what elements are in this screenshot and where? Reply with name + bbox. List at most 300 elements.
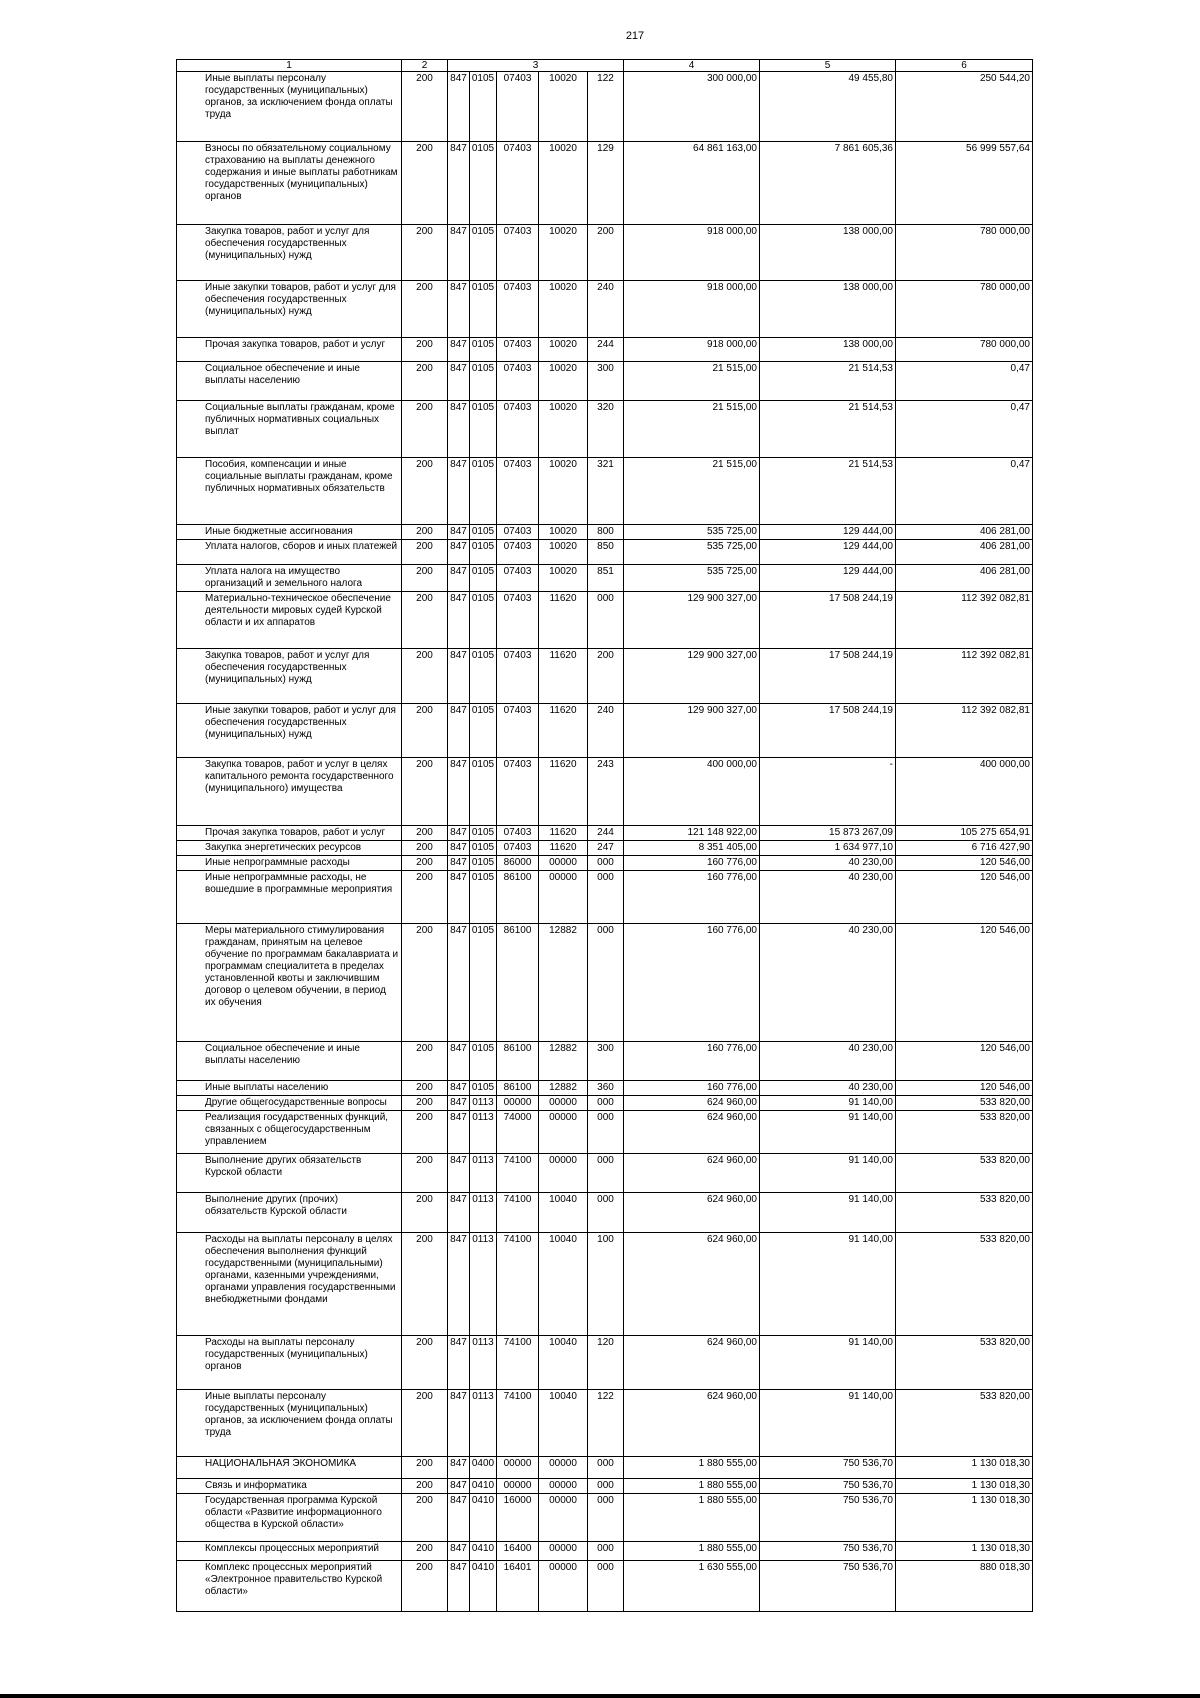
- cell-code-direction: 10020: [539, 525, 588, 540]
- cell-name: Иные выплаты населению: [177, 1081, 402, 1096]
- cell-col-2: 200: [402, 338, 448, 362]
- cell-col-5: 40 230,00: [760, 1081, 896, 1096]
- cell-code-type: 321: [588, 458, 624, 525]
- cell-code-program: 16401: [497, 1561, 539, 1612]
- cell-code-admin: 847: [448, 592, 470, 649]
- cell-code-section: 0105: [470, 1081, 497, 1096]
- table-row: [177, 1111, 1033, 1154]
- cell-col-2: 200: [402, 72, 448, 142]
- cell-code-program: 74000: [497, 1111, 539, 1154]
- cell-col-5: 21 514,53: [760, 401, 896, 458]
- cell-col-6: 400 000,00: [896, 758, 1033, 826]
- cell-code-program: 07403: [497, 225, 539, 281]
- cell-col-4: 160 776,00: [624, 924, 760, 1042]
- header-col-4: 4: [624, 60, 760, 72]
- cell-code-section: 0105: [470, 649, 497, 704]
- cell-code-section: 0400: [470, 1457, 497, 1479]
- cell-code-admin: 847: [448, 1390, 470, 1457]
- cell-col-4: 21 515,00: [624, 458, 760, 525]
- cell-code-program: 00000: [497, 1457, 539, 1479]
- cell-code-direction: 00000: [539, 1154, 588, 1193]
- cell-col-2: 200: [402, 1561, 448, 1612]
- cell-code-program: 86100: [497, 1042, 539, 1081]
- cell-col-5: 138 000,00: [760, 338, 896, 362]
- cell-col-2: 200: [402, 565, 448, 592]
- cell-col-2: 200: [402, 758, 448, 826]
- cell-code-section: 0105: [470, 924, 497, 1042]
- cell-code-section: 0113: [470, 1336, 497, 1390]
- table-row: [177, 1561, 1033, 1612]
- cell-col-6: 1 130 018,30: [896, 1494, 1033, 1542]
- cell-col-5: 129 444,00: [760, 565, 896, 592]
- cell-code-section: 0105: [470, 525, 497, 540]
- cell-code-program: 74100: [497, 1193, 539, 1233]
- cell-code-admin: 847: [448, 525, 470, 540]
- cell-code-type: 240: [588, 704, 624, 758]
- cell-code-direction: 10020: [539, 540, 588, 565]
- cell-col-5: 91 140,00: [760, 1233, 896, 1336]
- header-col-3: 3: [448, 60, 624, 72]
- cell-code-type: 200: [588, 225, 624, 281]
- cell-code-admin: 847: [448, 1542, 470, 1561]
- cell-col-6: 533 820,00: [896, 1390, 1033, 1457]
- page-number: 217: [625, 30, 645, 42]
- cell-col-5: 17 508 244,19: [760, 704, 896, 758]
- cell-code-type: 850: [588, 540, 624, 565]
- cell-code-type: 122: [588, 1390, 624, 1457]
- cell-col-4: 129 900 327,00: [624, 704, 760, 758]
- cell-col-4: 160 776,00: [624, 1081, 760, 1096]
- cell-code-type: 360: [588, 1081, 624, 1096]
- cell-col-4: 535 725,00: [624, 540, 760, 565]
- cell-col-6: 880 018,30: [896, 1561, 1033, 1612]
- cell-code-type: 120: [588, 1336, 624, 1390]
- cell-code-admin: 847: [448, 826, 470, 841]
- cell-col-4: 129 900 327,00: [624, 649, 760, 704]
- table-row: [177, 72, 1033, 142]
- cell-col-5: 1 634 977,10: [760, 841, 896, 856]
- cell-col-6: 105 275 654,91: [896, 826, 1033, 841]
- cell-code-type: 000: [588, 1561, 624, 1612]
- table-row: [177, 1336, 1033, 1390]
- cell-code-admin: 847: [448, 281, 470, 338]
- budget-table-wrapper: [176, 59, 1033, 1612]
- cell-code-program: 74100: [497, 1336, 539, 1390]
- cell-code-program: 07403: [497, 565, 539, 592]
- cell-code-type: 300: [588, 1042, 624, 1081]
- table-row: [177, 142, 1033, 225]
- cell-code-program: 07403: [497, 704, 539, 758]
- cell-col-6: 406 281,00: [896, 525, 1033, 540]
- table-row: [177, 1494, 1033, 1542]
- cell-name: Закупка товаров, работ и услуг в целях капитального ремонта государственного (муниципального) имущества: [177, 758, 402, 826]
- cell-code-section: 0105: [470, 871, 497, 924]
- cell-col-2: 200: [402, 841, 448, 856]
- cell-code-section: 0113: [470, 1096, 497, 1111]
- cell-col-4: 624 960,00: [624, 1111, 760, 1154]
- cell-col-4: 121 148 922,00: [624, 826, 760, 841]
- cell-code-section: 0113: [470, 1154, 497, 1193]
- cell-code-admin: 847: [448, 871, 470, 924]
- cell-col-2: 200: [402, 1042, 448, 1081]
- cell-code-direction: 11620: [539, 826, 588, 841]
- cell-code-section: 0113: [470, 1111, 497, 1154]
- cell-name: НАЦИОНАЛЬНАЯ ЭКОНОМИКА: [177, 1457, 402, 1479]
- cell-code-admin: 847: [448, 1494, 470, 1542]
- cell-col-2: 200: [402, 1457, 448, 1479]
- cell-col-2: 200: [402, 826, 448, 841]
- header-col-6: 6: [896, 60, 1033, 72]
- cell-col-2: 200: [402, 1111, 448, 1154]
- cell-col-2: 200: [402, 401, 448, 458]
- cell-code-admin: 847: [448, 1096, 470, 1111]
- cell-code-section: 0113: [470, 1390, 497, 1457]
- cell-col-4: 624 960,00: [624, 1096, 760, 1111]
- cell-code-program: 07403: [497, 142, 539, 225]
- cell-col-5: 15 873 267,09: [760, 826, 896, 841]
- cell-code-type: 000: [588, 592, 624, 649]
- cell-col-5: 17 508 244,19: [760, 649, 896, 704]
- cell-col-6: 780 000,00: [896, 338, 1033, 362]
- cell-col-2: 200: [402, 142, 448, 225]
- cell-col-5: 49 455,80: [760, 72, 896, 142]
- cell-name: Иные выплаты персоналу государственных (муниципальных) органов, за исключением фонда оплаты труда: [177, 1390, 402, 1457]
- table-row: [177, 856, 1033, 871]
- cell-code-program: 07403: [497, 401, 539, 458]
- cell-code-direction: 00000: [539, 856, 588, 871]
- cell-col-6: 780 000,00: [896, 281, 1033, 338]
- table-row: [177, 1096, 1033, 1111]
- cell-name: Иные выплаты персоналу государственных (муниципальных) органов, за исключением фонда оплаты труда: [177, 72, 402, 142]
- cell-col-5: 750 536,70: [760, 1542, 896, 1561]
- cell-code-section: 0105: [470, 758, 497, 826]
- cell-col-4: 160 776,00: [624, 871, 760, 924]
- cell-col-4: 21 515,00: [624, 362, 760, 401]
- cell-code-direction: 11620: [539, 704, 588, 758]
- cell-code-section: 0105: [470, 338, 497, 362]
- cell-col-6: 0,47: [896, 401, 1033, 458]
- table-row: [177, 1154, 1033, 1193]
- cell-col-4: 160 776,00: [624, 1042, 760, 1081]
- cell-code-type: 244: [588, 826, 624, 841]
- cell-code-direction: 11620: [539, 592, 588, 649]
- cell-code-section: 0105: [470, 281, 497, 338]
- cell-code-program: 07403: [497, 758, 539, 826]
- cell-code-direction: 00000: [539, 1096, 588, 1111]
- cell-code-program: 07403: [497, 540, 539, 565]
- cell-col-4: 160 776,00: [624, 856, 760, 871]
- cell-col-6: 533 820,00: [896, 1193, 1033, 1233]
- cell-code-type: 000: [588, 1457, 624, 1479]
- cell-code-type: 122: [588, 72, 624, 142]
- cell-code-direction: 00000: [539, 1542, 588, 1561]
- cell-name: Расходы на выплаты персоналу в целях обеспечения выполнения функций государственными (муниципальными) органами, казенными учреждениями, органами управления государственными внебюджетными фондами: [177, 1233, 402, 1336]
- cell-code-direction: 10020: [539, 72, 588, 142]
- cell-code-program: 07403: [497, 72, 539, 142]
- cell-code-type: 243: [588, 758, 624, 826]
- cell-code-admin: 847: [448, 1111, 470, 1154]
- cell-col-2: 200: [402, 458, 448, 525]
- cell-code-program: 07403: [497, 525, 539, 540]
- cell-code-program: 07403: [497, 841, 539, 856]
- cell-code-program: 86100: [497, 1081, 539, 1096]
- cell-code-section: 0410: [470, 1479, 497, 1494]
- cell-col-6: 112 392 082,81: [896, 704, 1033, 758]
- cell-col-5: 750 536,70: [760, 1561, 896, 1612]
- cell-code-section: 0105: [470, 72, 497, 142]
- cell-name: Комплексы процессных мероприятий: [177, 1542, 402, 1561]
- cell-col-5: 750 536,70: [760, 1479, 896, 1494]
- cell-code-direction: 00000: [539, 1494, 588, 1542]
- cell-col-4: 1 880 555,00: [624, 1457, 760, 1479]
- cell-col-4: 535 725,00: [624, 525, 760, 540]
- cell-code-direction: 10040: [539, 1390, 588, 1457]
- cell-col-4: 624 960,00: [624, 1336, 760, 1390]
- cell-col-2: 200: [402, 1193, 448, 1233]
- cell-name: Уплата налогов, сборов и иных платежей: [177, 540, 402, 565]
- cell-col-4: 129 900 327,00: [624, 592, 760, 649]
- cell-col-6: 533 820,00: [896, 1096, 1033, 1111]
- table-row: [177, 841, 1033, 856]
- cell-col-6: 533 820,00: [896, 1336, 1033, 1390]
- cell-code-program: 07403: [497, 826, 539, 841]
- cell-col-2: 200: [402, 1494, 448, 1542]
- cell-name: Прочая закупка товаров, работ и услуг: [177, 826, 402, 841]
- cell-code-type: 100: [588, 1233, 624, 1336]
- cell-name: Государственная программа Курской области «Развитие информационного общества в Курской области»: [177, 1494, 402, 1542]
- cell-col-2: 200: [402, 1479, 448, 1494]
- cell-code-admin: 847: [448, 1154, 470, 1193]
- cell-col-2: 200: [402, 225, 448, 281]
- cell-col-5: 91 140,00: [760, 1390, 896, 1457]
- cell-code-direction: 10020: [539, 281, 588, 338]
- cell-col-6: 1 130 018,30: [896, 1479, 1033, 1494]
- cell-col-5: 21 514,53: [760, 362, 896, 401]
- cell-code-type: 000: [588, 871, 624, 924]
- cell-code-program: 07403: [497, 362, 539, 401]
- table-row: [177, 924, 1033, 1042]
- cell-col-2: 200: [402, 281, 448, 338]
- cell-col-2: 200: [402, 362, 448, 401]
- cell-col-2: 200: [402, 704, 448, 758]
- cell-col-6: 1 130 018,30: [896, 1542, 1033, 1561]
- cell-col-6: 120 546,00: [896, 924, 1033, 1042]
- cell-code-direction: 10020: [539, 142, 588, 225]
- cell-col-5: 91 140,00: [760, 1193, 896, 1233]
- cell-col-4: 1 880 555,00: [624, 1542, 760, 1561]
- table-row: [177, 1193, 1033, 1233]
- cell-code-direction: 10020: [539, 362, 588, 401]
- cell-code-type: 320: [588, 401, 624, 458]
- cell-code-section: 0113: [470, 1233, 497, 1336]
- header-col-2: 2: [402, 60, 448, 72]
- cell-code-program: 74100: [497, 1390, 539, 1457]
- cell-code-admin: 847: [448, 856, 470, 871]
- cell-name: Социальное обеспечение и иные выплаты населению: [177, 1042, 402, 1081]
- cell-code-program: 74100: [497, 1154, 539, 1193]
- cell-code-admin: 847: [448, 841, 470, 856]
- cell-code-section: 0105: [470, 592, 497, 649]
- cell-code-type: 000: [588, 1542, 624, 1561]
- cell-col-4: 535 725,00: [624, 565, 760, 592]
- cell-col-6: 112 392 082,81: [896, 649, 1033, 704]
- cell-col-4: 8 351 405,00: [624, 841, 760, 856]
- cell-name: Комплекс процессных мероприятий «Электронное правительство Курской области»: [177, 1561, 402, 1612]
- cell-name: Иные закупки товаров, работ и услуг для обеспечения государственных (муниципальных) нужд: [177, 281, 402, 338]
- cell-code-admin: 847: [448, 565, 470, 592]
- cell-code-section: 0105: [470, 826, 497, 841]
- cell-col-4: 624 960,00: [624, 1193, 760, 1233]
- cell-col-4: 624 960,00: [624, 1154, 760, 1193]
- cell-col-4: 300 000,00: [624, 72, 760, 142]
- cell-col-5: 40 230,00: [760, 1042, 896, 1081]
- cell-name: Уплата налога на имущество организаций и земельного налога: [177, 565, 402, 592]
- cell-code-type: 000: [588, 1154, 624, 1193]
- cell-code-section: 0410: [470, 1561, 497, 1612]
- cell-code-direction: 00000: [539, 1479, 588, 1494]
- cell-code-direction: 12882: [539, 924, 588, 1042]
- header-col-5: 5: [760, 60, 896, 72]
- cell-col-5: 750 536,70: [760, 1494, 896, 1542]
- table-row: [177, 458, 1033, 525]
- cell-col-2: 200: [402, 1542, 448, 1561]
- cell-code-type: 129: [588, 142, 624, 225]
- cell-name: Материально-техническое обеспечение деятельности мировых судей Курской области и их аппаратов: [177, 592, 402, 649]
- cell-col-6: 6 716 427,90: [896, 841, 1033, 856]
- table-row: [177, 1233, 1033, 1336]
- cell-code-direction: 00000: [539, 871, 588, 924]
- cell-code-direction: 10020: [539, 225, 588, 281]
- cell-code-direction: 10020: [539, 401, 588, 458]
- cell-col-6: 120 546,00: [896, 871, 1033, 924]
- cell-col-2: 200: [402, 1336, 448, 1390]
- cell-code-admin: 847: [448, 362, 470, 401]
- cell-name: Выполнение других обязательств Курской области: [177, 1154, 402, 1193]
- cell-col-5: 40 230,00: [760, 924, 896, 1042]
- cell-code-admin: 847: [448, 1233, 470, 1336]
- cell-code-section: 0410: [470, 1542, 497, 1561]
- cell-col-2: 200: [402, 1390, 448, 1457]
- cell-code-program: 16000: [497, 1494, 539, 1542]
- cell-col-5: 21 514,53: [760, 458, 896, 525]
- table-row: [177, 826, 1033, 841]
- cell-code-admin: 847: [448, 1561, 470, 1612]
- cell-col-2: 200: [402, 856, 448, 871]
- cell-col-5: 91 140,00: [760, 1336, 896, 1390]
- cell-code-type: 000: [588, 1193, 624, 1233]
- cell-col-6: 56 999 557,64: [896, 142, 1033, 225]
- cell-col-4: 1 880 555,00: [624, 1479, 760, 1494]
- cell-col-4: 918 000,00: [624, 281, 760, 338]
- cell-code-program: 07403: [497, 592, 539, 649]
- cell-col-2: 200: [402, 540, 448, 565]
- cell-code-direction: 00000: [539, 1561, 588, 1612]
- cell-col-5: 91 140,00: [760, 1096, 896, 1111]
- cell-col-6: 533 820,00: [896, 1233, 1033, 1336]
- cell-code-type: 244: [588, 338, 624, 362]
- bottom-rule: [0, 1694, 1200, 1698]
- cell-col-4: 64 861 163,00: [624, 142, 760, 225]
- cell-code-type: 000: [588, 1494, 624, 1542]
- cell-code-section: 0410: [470, 1494, 497, 1542]
- cell-code-admin: 847: [448, 649, 470, 704]
- cell-code-admin: 847: [448, 338, 470, 362]
- cell-col-5: 17 508 244,19: [760, 592, 896, 649]
- cell-col-2: 200: [402, 1081, 448, 1096]
- cell-code-type: 240: [588, 281, 624, 338]
- cell-col-2: 200: [402, 1096, 448, 1111]
- cell-col-6: 1 130 018,30: [896, 1457, 1033, 1479]
- cell-code-section: 0105: [470, 458, 497, 525]
- cell-code-type: 800: [588, 525, 624, 540]
- cell-name: Социальное обеспечение и иные выплаты населению: [177, 362, 402, 401]
- cell-code-section: 0105: [470, 362, 497, 401]
- cell-col-6: 120 546,00: [896, 856, 1033, 871]
- cell-code-admin: 847: [448, 1336, 470, 1390]
- cell-code-type: 247: [588, 841, 624, 856]
- cell-code-direction: 00000: [539, 1457, 588, 1479]
- cell-code-program: 00000: [497, 1096, 539, 1111]
- cell-col-5: 750 536,70: [760, 1457, 896, 1479]
- cell-col-6: 533 820,00: [896, 1154, 1033, 1193]
- cell-name: Иные непрограммные расходы, не вошедшие в программные мероприятия: [177, 871, 402, 924]
- cell-code-section: 0113: [470, 1193, 497, 1233]
- cell-name: Связь и информатика: [177, 1479, 402, 1494]
- cell-code-type: 200: [588, 649, 624, 704]
- table-row: [177, 1542, 1033, 1561]
- cell-col-4: 918 000,00: [624, 225, 760, 281]
- cell-code-program: 07403: [497, 458, 539, 525]
- table-row: [177, 1081, 1033, 1096]
- cell-col-4: 624 960,00: [624, 1233, 760, 1336]
- cell-code-program: 86000: [497, 856, 539, 871]
- cell-code-admin: 847: [448, 1193, 470, 1233]
- cell-code-type: 000: [588, 924, 624, 1042]
- table-row: [177, 871, 1033, 924]
- cell-col-4: 1 630 555,00: [624, 1561, 760, 1612]
- cell-col-4: 21 515,00: [624, 401, 760, 458]
- table-row: [177, 338, 1033, 362]
- cell-col-2: 200: [402, 525, 448, 540]
- cell-code-direction: 11620: [539, 649, 588, 704]
- cell-name: Расходы на выплаты персоналу государственных (муниципальных) органов: [177, 1336, 402, 1390]
- cell-code-type: 000: [588, 856, 624, 871]
- cell-code-admin: 847: [448, 72, 470, 142]
- cell-code-program: 07403: [497, 338, 539, 362]
- cell-code-program: 16400: [497, 1542, 539, 1561]
- cell-col-6: 120 546,00: [896, 1042, 1033, 1081]
- cell-name: Взносы по обязательному социальному страхованию на выплаты денежного содержания и иные выплаты работникам государственных (муниципальных) органов: [177, 142, 402, 225]
- cell-code-direction: 12882: [539, 1042, 588, 1081]
- cell-name: Иные закупки товаров, работ и услуг для обеспечения государственных (муниципальных) нужд: [177, 704, 402, 758]
- cell-code-type: 000: [588, 1479, 624, 1494]
- table-row: [177, 1479, 1033, 1494]
- cell-code-admin: 847: [448, 924, 470, 1042]
- header-col-1: 1: [177, 60, 402, 72]
- cell-code-type: 300: [588, 362, 624, 401]
- cell-code-admin: 847: [448, 458, 470, 525]
- cell-col-5: -: [760, 758, 896, 826]
- table-row: [177, 401, 1033, 458]
- cell-code-admin: 847: [448, 758, 470, 826]
- cell-code-admin: 847: [448, 225, 470, 281]
- cell-col-5: 129 444,00: [760, 525, 896, 540]
- cell-name: Закупка товаров, работ и услуг для обеспечения государственных (муниципальных) нужд: [177, 225, 402, 281]
- cell-code-direction: 10020: [539, 565, 588, 592]
- cell-code-direction: 11620: [539, 758, 588, 826]
- cell-name: Закупка товаров, работ и услуг для обеспечения государственных (муниципальных) нужд: [177, 649, 402, 704]
- cell-col-6: 120 546,00: [896, 1081, 1033, 1096]
